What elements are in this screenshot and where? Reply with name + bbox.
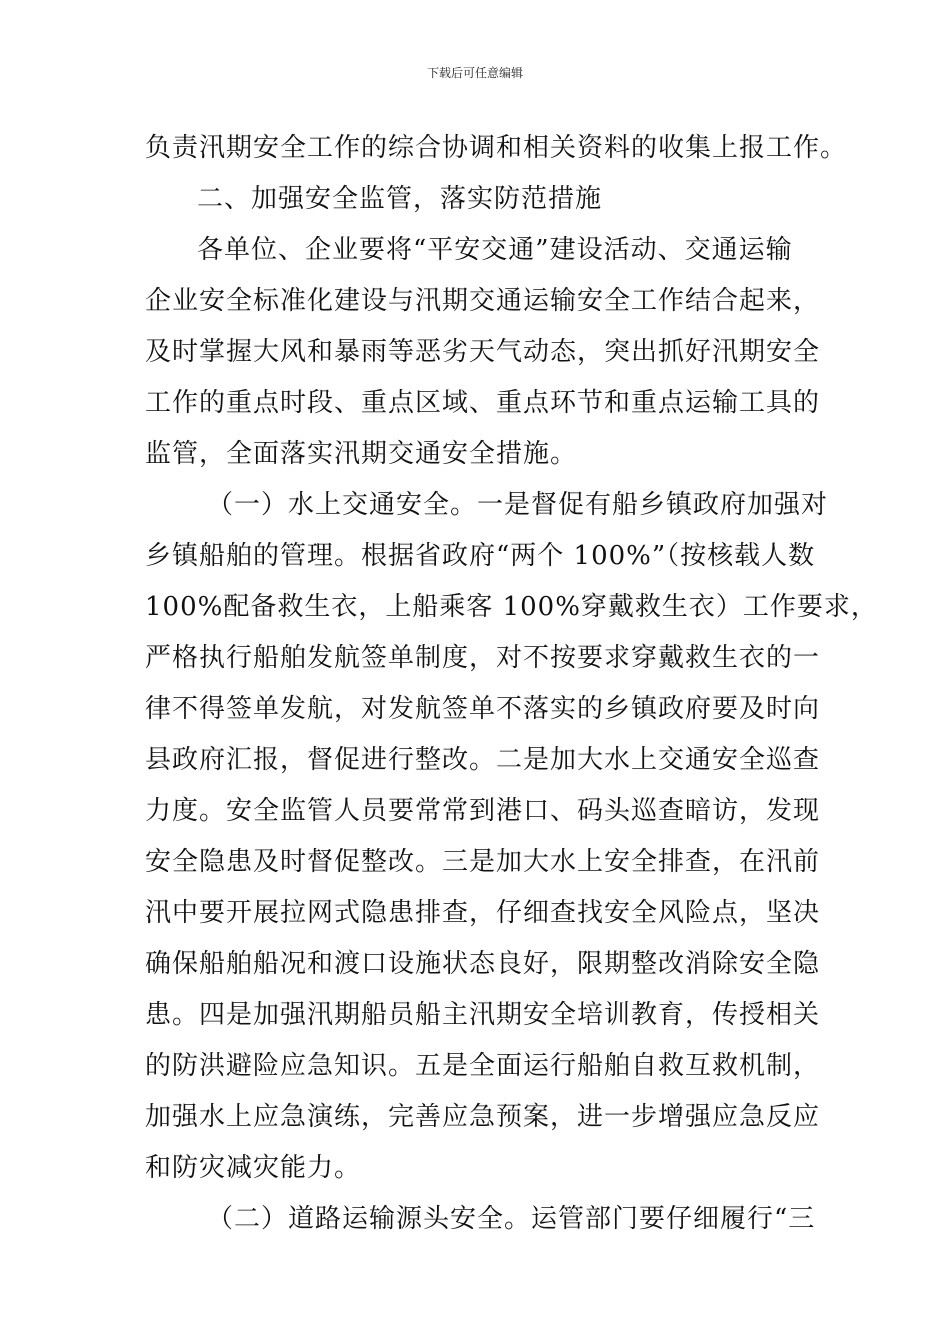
- text-line: 律不得签单发航，对发航签单不落实的乡镇政府要及时向: [145, 694, 821, 724]
- text-line: 100%配备救生衣，上船乘客 100%穿戴救生衣）工作要求，: [145, 592, 878, 622]
- text-line: 的防洪避险应急知识。五是全面运行船舶自救互救机制，: [145, 1051, 821, 1081]
- subsection-line: （一）水上交通安全。一是督促有船乡镇政府加强对: [207, 490, 829, 520]
- text-line: 汛中要开展拉网式隐患排查，仔细查找安全风险点，坚决: [145, 898, 821, 928]
- section-heading: 二、加强安全监管，落实防范措施: [197, 184, 603, 214]
- text-line: 患。四是加强汛期船员船主汛期安全培训教育，传授相关: [145, 1000, 821, 1030]
- text-line: 及时掌握大风和暴雨等恶劣天气动态，突出抓好汛期安全: [145, 337, 821, 367]
- text-line: 各单位、企业要将“平安交通”建设活动、交通运输: [197, 235, 793, 265]
- subsection-line: （二）道路运输源头安全。运管部门要仔细履行“三: [207, 1204, 816, 1234]
- text-line: 负责汛期安全工作的综合协调和相关资料的收集上报工作。: [145, 133, 848, 163]
- text-line: 加强水上应急演练，完善应急预案，进一步增强应急反应: [145, 1102, 821, 1132]
- text-line: 县政府汇报，督促进行整改。二是加大水上交通安全巡查: [145, 745, 821, 775]
- text-line: 力度。安全监管人员要常常到港口、码头巡查暗访，发现: [145, 796, 821, 826]
- page-header: 下载后可任意编辑: [426, 66, 523, 80]
- text-line: 工作的重点时段、重点区域、重点环节和重点运输工具的: [145, 388, 821, 418]
- document-body: [145, 123, 878, 1245]
- text-line: 企业安全标准化建设与汛期交通运输安全工作结合起来，: [145, 286, 821, 316]
- text-line: 严格执行船舶发航签单制度，对不按要求穿戴救生衣的一: [145, 643, 821, 673]
- text-line: 和防灾减灾能力。: [145, 1153, 362, 1183]
- text-line: 安全隐患及时督促整改。三是加大水上安全排查，在汛前: [145, 847, 821, 877]
- text-line: 乡镇船舶的管理。根据省政府“两个 100%”（按核载人数: [145, 541, 816, 571]
- text-line: 监管，全面落实汛期交通安全措施。: [145, 439, 578, 469]
- text-line: 确保船舶船况和渡口设施状态良好，限期整改消除安全隐: [145, 949, 821, 979]
